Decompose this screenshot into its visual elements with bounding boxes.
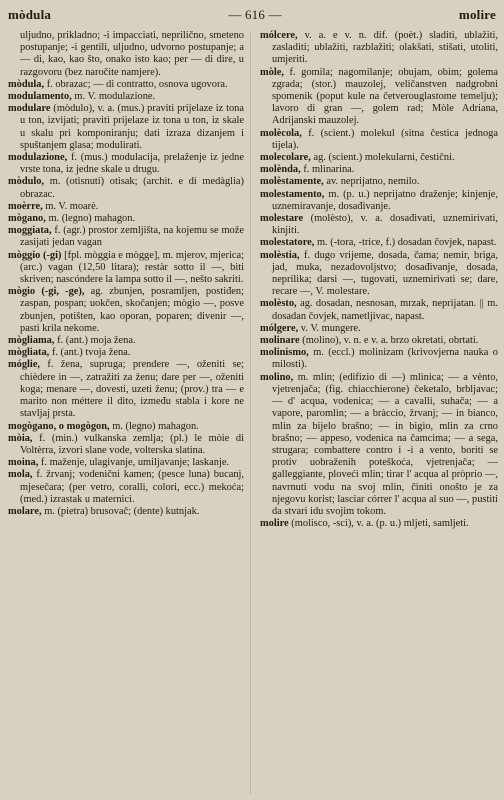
entry-headword: molino, bbox=[260, 371, 294, 383]
dictionary-entry bbox=[8, 91, 244, 103]
entry-headword: mòia, bbox=[8, 432, 33, 444]
entry-definition: m. V. moarè. bbox=[45, 200, 99, 212]
dictionary-entry bbox=[260, 164, 498, 176]
dictionary-entry bbox=[8, 421, 244, 433]
dictionary-entry bbox=[260, 250, 498, 299]
column-divider bbox=[250, 32, 251, 794]
entry-headword: molestamento, bbox=[260, 188, 325, 200]
entry-headword: molèsto, bbox=[260, 298, 297, 310]
dictionary-entry bbox=[260, 518, 498, 530]
dictionary-entry bbox=[8, 213, 244, 225]
dictionary-entry bbox=[8, 30, 244, 79]
dictionary-entry bbox=[260, 347, 498, 371]
entry-headword: moina, bbox=[8, 457, 39, 469]
dictionary-entry bbox=[260, 372, 498, 518]
entry-headword: molinare bbox=[260, 335, 300, 347]
entry-headword: mògio (-gi, -ge), bbox=[8, 286, 85, 298]
entry-headword: molènda, bbox=[260, 164, 301, 176]
dictionary-entry bbox=[260, 67, 498, 128]
entry-headword: moggiata, bbox=[8, 225, 52, 237]
entry-definition: av. neprijatno, nemilo. bbox=[326, 176, 420, 188]
entry-definition: f. maženje, ulagivanje, umiljavanje; laskanje. bbox=[40, 457, 230, 469]
entry-definition: uljudno, prikladno; -i impacciati, neprilično, smeteno postupanje; -i gentili, uljudno, udvorno postupanje; a — di, kao, kao što, onako isto kao; per — di dire, u razgovoru (bez naročite namjere). bbox=[20, 30, 244, 78]
entry-definition: m. (legno) mahagon. bbox=[112, 420, 199, 432]
entry-headword: molire bbox=[260, 518, 289, 530]
entry-definition: ag. dosadan, nesnosan, mrzak, neprijatan. || m. dosadan čovjek, nametljivac, napast. bbox=[272, 298, 498, 322]
entry-headword: modulare bbox=[8, 103, 51, 115]
dictionary-entry bbox=[8, 79, 244, 91]
dictionary-entry bbox=[8, 347, 244, 359]
dictionary-entry bbox=[8, 335, 244, 347]
entry-definition: f. (min.) vulkanska zemlja; (pl.) le mòie di Voltèrra, izvori slane vode, volterska slatina. bbox=[20, 432, 244, 456]
entry-headword: mólgere, bbox=[260, 322, 299, 334]
entry-definition: m. (-tora, -trice, f.) dosadan čovjek, napast. bbox=[316, 237, 497, 249]
entry-headword: mògliama, bbox=[8, 335, 55, 347]
entry-headword: modulamento, bbox=[8, 91, 72, 103]
dictionary-entry bbox=[260, 323, 498, 335]
entry-headword: moèrre, bbox=[8, 200, 43, 212]
entry-headword: molèstamente, bbox=[260, 176, 324, 188]
dictionary-entry bbox=[8, 152, 244, 176]
dictionary-entry bbox=[260, 152, 498, 164]
entry-definition: f. dugo vrijeme, dosada, čama; nemir, briga, jad, muka, nezadovoljstvo; dosađivanje, dosada, neprilika; darsi —, tugovati, uznemirivati se; dare, recare —, V. molestare. bbox=[272, 249, 498, 298]
dictionary-entry bbox=[8, 201, 244, 213]
entry-definition: (molino), v. n. e v. a. brzo okretati, obrtati. bbox=[302, 335, 479, 347]
entry-definition: m. (p. u.) neprijatno draženje; kinjenje, uznemiravanje, dosađivanje. bbox=[272, 188, 498, 212]
left-column bbox=[8, 30, 244, 798]
dictionary-entry bbox=[260, 128, 498, 152]
entry-definition: f. (ant.) moja žena. bbox=[57, 335, 136, 347]
header-left-guideword: mòdula bbox=[8, 7, 52, 22]
entry-headword: mólcere, bbox=[260, 30, 298, 41]
entry-headword: molare, bbox=[8, 505, 42, 517]
entry-definition: ag. (scient.) molekularni, čestični. bbox=[313, 152, 455, 164]
entry-definition: [fpl. mòggia e mògge], m. mjerov, mjerica; (arc.) vagan (12,50 litara); restàr sotto il —, biti skriven; nascóndere la lampa sotto il —, nešto sakriti. bbox=[20, 249, 244, 286]
entry-definition: v. V. mungere. bbox=[300, 322, 361, 334]
entry-headword: mòggio (-gi) bbox=[8, 249, 62, 261]
dictionary-entry bbox=[8, 176, 244, 200]
entry-headword: molèstia, bbox=[260, 249, 300, 261]
entry-headword: móglie, bbox=[8, 359, 41, 371]
entry-definition: f. žrvanj; vodenični kamen; (pesce luna) bucanj, mjesečara; (per vetro, coralli, colori, ecc.) mekoća; (med.) izrastak u maternici. bbox=[20, 469, 244, 505]
dictionary-entry bbox=[8, 469, 244, 506]
dictionary-entry bbox=[8, 250, 244, 287]
dictionary-entry bbox=[8, 286, 244, 335]
entry-definition: (molèsto), v. a. dosađivati, uznemirivati, kinjiti. bbox=[272, 213, 498, 237]
dictionary-entry bbox=[260, 176, 498, 188]
entry-headword: molècola, bbox=[260, 127, 302, 139]
entry-definition: f. (agr.) prostor zemljišta, na kojemu se može zasijati jedan vagan bbox=[20, 225, 244, 249]
dictionary-entry bbox=[260, 298, 498, 322]
dictionary-entry bbox=[8, 359, 244, 420]
entry-definition: f. (ant.) tvoja žena. bbox=[51, 347, 131, 359]
entry-definition: f. gomila; nagomilanje; obujam, obim; golema zgrada; (stor.) mauzolej, veličanstven nadgrobni spomenik (poput kule na četverouglastome temelju); lavoro di gran —, golem rad; Mòle Adriana, Adrijanski mauzolej. bbox=[272, 66, 498, 127]
entry-definition: ag. zbunjen, posramljen, postiđen; zaspan, pospan; uokčen, skočanjen; mògio —, posve zbunjen, potišten, kao oporan, poparen; divenir —, pasti krila nekome. bbox=[20, 286, 244, 334]
entry-definition: f. obrazac; — di contratto, osnova ugovora. bbox=[46, 78, 228, 90]
entry-headword: modulazione, bbox=[8, 152, 68, 164]
dictionary-entry bbox=[260, 335, 498, 347]
page-header bbox=[8, 6, 496, 24]
entry-definition: (mòdulo), v. a. (mus.) praviti prijelaze iz tona u ton, izvijati; praviti prijelaze iz tona u ton, iz skale u skalu pri komponiranju; dati izraza dizanjem i spuštanjem glasa; modulirati. bbox=[20, 103, 244, 151]
dictionary-entry bbox=[260, 189, 498, 213]
entry-headword: mogògano, o mogògon, bbox=[8, 420, 110, 432]
entry-definition: v. a. e v. n. dif. (poèt.) sladiti, ublažiti, zasladiti; ublažiti, razblažiti; olakšati, stišati, utoliti, umjeriti. bbox=[272, 30, 498, 66]
entry-headword: molinismo, bbox=[260, 347, 309, 359]
dictionary-entry bbox=[260, 30, 498, 67]
dictionary-entry bbox=[8, 225, 244, 249]
dictionary-entry bbox=[8, 433, 244, 457]
entry-headword: molecolare, bbox=[260, 152, 311, 164]
entry-definition: m. V. modulazione. bbox=[74, 91, 156, 103]
right-column bbox=[260, 30, 498, 798]
entry-definition: f. mlinarina. bbox=[303, 164, 355, 176]
entry-definition: f. žena, supruga; prendere —, oženiti se; chièdere in —, zatražiti za ženu; dare per —, oženiti koga; menare —, dovesti, uzeti ženu; (prov.) tra — e marito non méttere il dito, između stabla i kore ne stavljaj prsta. bbox=[20, 359, 244, 420]
entry-headword: mòle, bbox=[260, 66, 284, 78]
entry-definition: m. (eccl.) molinizam (krivovjerna nauka o milosti). bbox=[272, 347, 498, 371]
dictionary-entry bbox=[8, 506, 244, 518]
entry-headword: mògano, bbox=[8, 213, 46, 225]
entry-headword: mòdula, bbox=[8, 78, 45, 90]
entry-definition: m. (otisnuti) otisak; (archit. e di medàglia) obrazac. bbox=[20, 176, 244, 200]
header-right-guideword: molire bbox=[458, 7, 496, 22]
entry-headword: mògliata, bbox=[8, 347, 50, 359]
entry-headword: molestare bbox=[260, 213, 304, 225]
entry-definition: m. (legno) mahagon. bbox=[48, 213, 136, 225]
entry-headword: mola, bbox=[8, 469, 33, 481]
entry-definition: m. mlin; (edifizio di —) mlinica; — a vènto, vjetrenjača; (fig. chiacchierone) čeketalo, brbljavac; — d' acqua, vodenica; — a cavalli, suhača; — a vapore, paromlin; — a bràccio, žrvanj; — in bianco, mlin za bijelo brašno; — in bigio, mlin za crno brašno; — appeso, vodenica na čamcima; — a sega, strugara; combattere contro i -i a vento, boriti se protiv uobraženih poteškoća, vjetrenjača; — galleggiante, ploveći mlin; tirar l' acqua al pròprio —, navrnuti vodu na svoj mlin, činiti onošto je za njegovu korist; lasciar córrer l' acqua al suo —, pustiti da stvari idu svojim tokom. bbox=[272, 371, 498, 517]
dictionary-entry bbox=[8, 103, 244, 152]
dictionary-entry bbox=[260, 237, 498, 249]
dictionary-entry bbox=[260, 213, 498, 237]
entry-definition: (molisco, -sci), v. a. (p. u.) mljeti, samljeti. bbox=[291, 518, 469, 530]
entry-headword: molestatore, bbox=[260, 237, 315, 249]
entry-definition: f. (mus.) modulacija, prelaženje iz jedne vrste tona, iz jedne skale u drugu. bbox=[20, 152, 244, 176]
entry-headword: mòdulo, bbox=[8, 176, 45, 188]
page-number: — 616 — bbox=[228, 7, 282, 22]
entry-definition: f. (scient.) molekul (sitna čestica jednoga tijela). bbox=[272, 127, 498, 151]
entry-definition: m. (pietra) brusovač; (dente) kutnjak. bbox=[44, 505, 200, 517]
dictionary-entry bbox=[8, 457, 244, 469]
